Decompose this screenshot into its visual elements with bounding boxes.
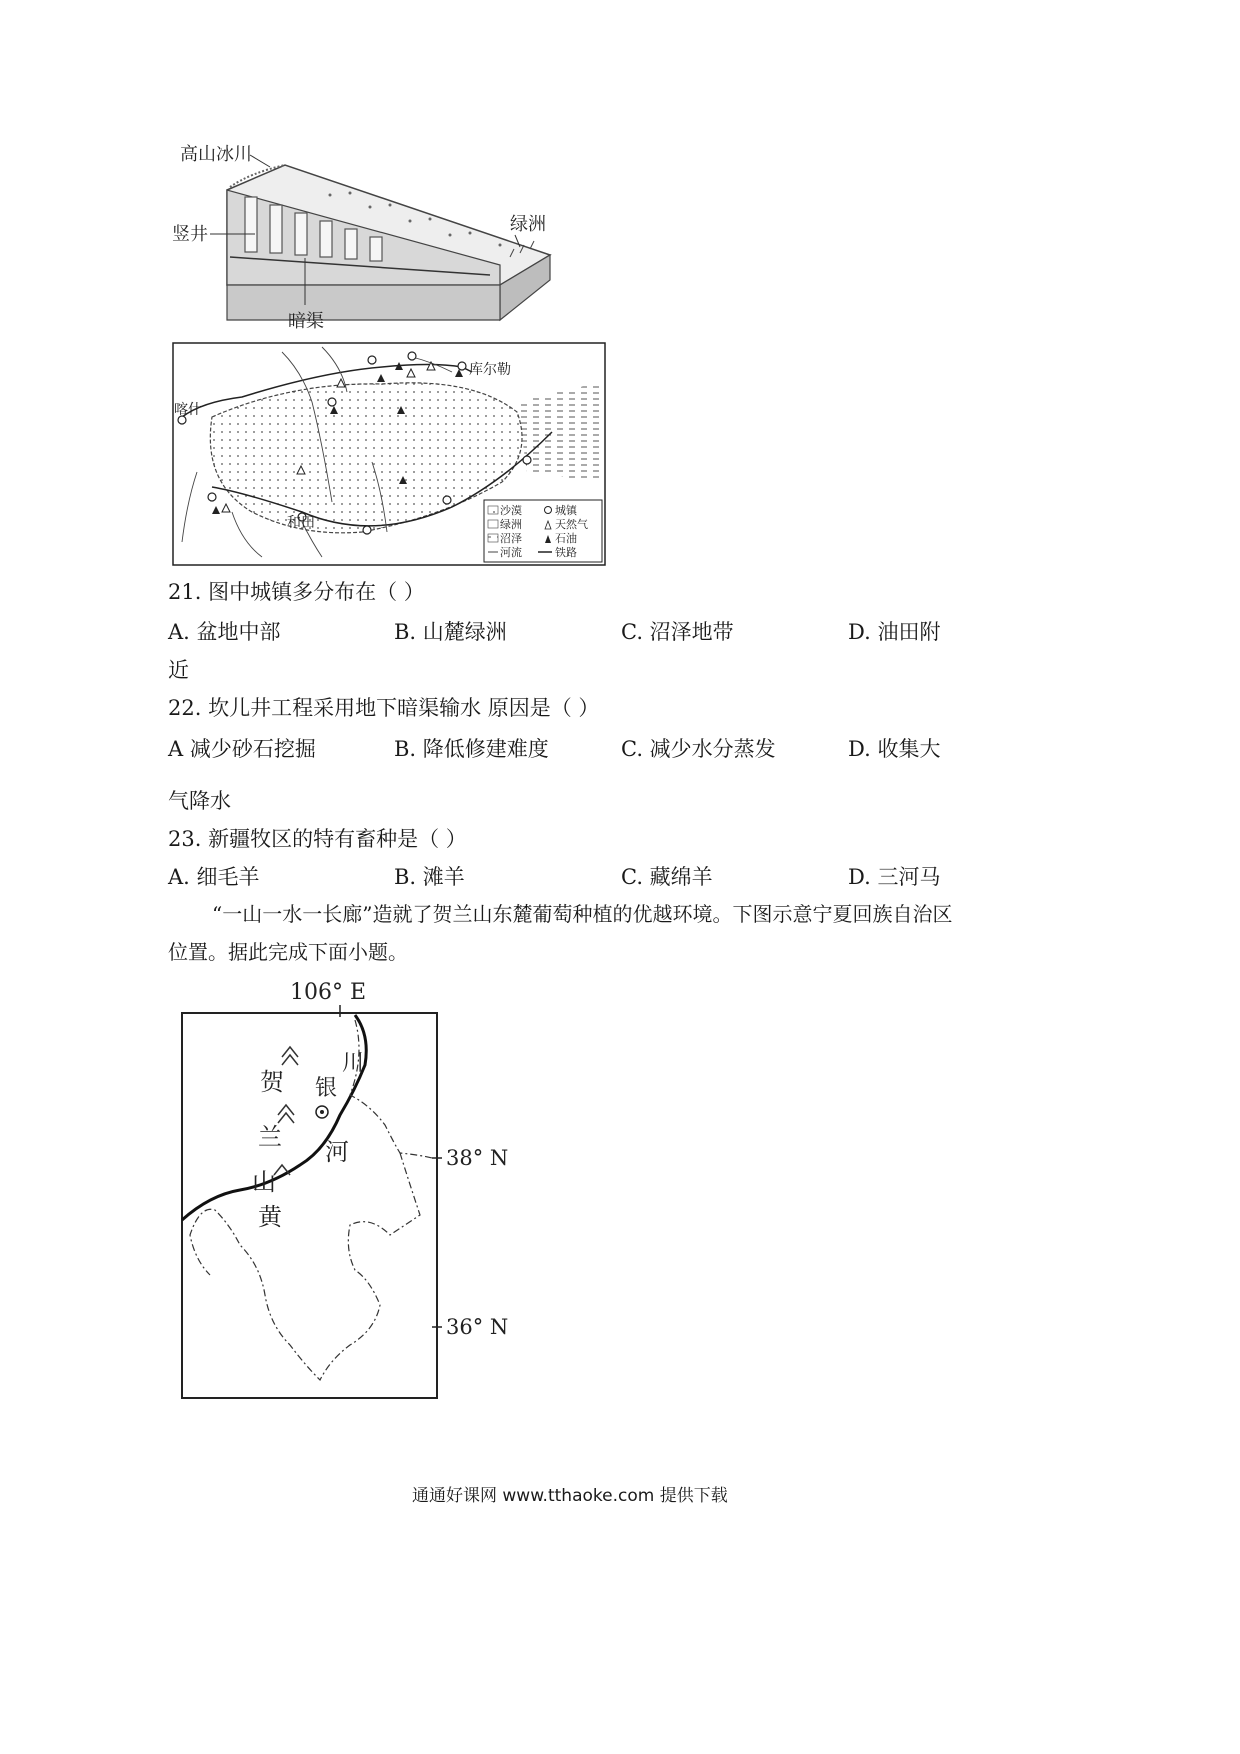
mountain-char-1: 贺 <box>260 1068 284 1096</box>
q21-option-d: D. 油田附 <box>848 620 941 644</box>
q21-option-wrap: 近 <box>168 658 189 682</box>
mountain-char-2: 兰 <box>258 1123 282 1151</box>
q21-option-a: A. 盆地中部 <box>168 620 281 644</box>
city-kashi: 喀什 <box>174 402 202 418</box>
legend-railway: 铁路 <box>555 546 577 559</box>
legend-town: 城镇 <box>555 504 577 517</box>
mountain-char-3: 山 <box>252 1168 276 1196</box>
page-footer: 通通好课网 www.tthaoke.com 提供下载 <box>412 1486 728 1506</box>
passage-line-2: 位置。据此完成下面小题。 <box>168 940 408 964</box>
ningxia-map <box>170 975 530 1405</box>
tarim-basin-map <box>172 342 606 566</box>
q22-option-wrap: 气降水 <box>168 789 231 813</box>
city-char-2: 川 <box>342 1051 365 1076</box>
q23-option-b: B. 滩羊 <box>394 865 465 889</box>
river-char-1: 河 <box>325 1138 349 1166</box>
q23-option-d: D. 三河马 <box>848 865 941 889</box>
city-hetian: 和田 <box>287 515 315 531</box>
label-channel: 暗渠 <box>288 311 324 332</box>
latitude-36-label: 36° N <box>446 1315 509 1339</box>
passage-line-1: “一山一水一长廊”造就了贺兰山东麓葡萄种植的优越环境。下图示意宁夏回族自治区 <box>212 902 953 926</box>
karez-diagram <box>170 135 590 335</box>
question-23-stem: 23. 新疆牧区的特有畜种是（ ） <box>168 827 467 851</box>
q23-option-c: C. 藏绵羊 <box>621 865 713 889</box>
legend-gas: 天然气 <box>555 518 588 531</box>
river-char-2: 黄 <box>258 1203 282 1231</box>
city-char-1: 银 <box>315 1076 338 1101</box>
q22-option-a: A 减少砂石挖掘 <box>168 737 316 761</box>
latitude-38-label: 38° N <box>446 1146 509 1170</box>
q21-option-b: B. 山麓绿洲 <box>394 620 507 644</box>
label-shaft: 竖井 <box>172 224 208 245</box>
label-oasis: 绿洲 <box>510 214 546 235</box>
legend-marsh: 沼泽 <box>500 532 522 545</box>
q23-option-a: A. 细毛羊 <box>168 865 260 889</box>
map-legend <box>484 500 602 562</box>
label-glacier: 高山冰川 <box>180 144 252 165</box>
legend-desert: 沙漠 <box>500 504 522 517</box>
legend-river: 河流 <box>500 546 522 559</box>
question-22-stem: 22. 坎儿井工程采用地下暗渠输水 原因是（ ） <box>168 696 600 720</box>
q22-option-d: D. 收集大 <box>848 737 941 761</box>
q22-option-c: C. 减少水分蒸发 <box>621 737 776 761</box>
question-21-stem: 21. 图中城镇多分布在（ ） <box>168 580 425 604</box>
q21-option-c: C. 沼泽地带 <box>621 620 734 644</box>
city-kuerle: 库尔勒 <box>469 362 511 378</box>
q22-option-b: B. 降低修建难度 <box>394 737 549 761</box>
legend-oasis: 绿洲 <box>500 518 522 531</box>
legend-oil: 石油 <box>555 532 577 545</box>
longitude-label: 106° E <box>290 980 367 1005</box>
